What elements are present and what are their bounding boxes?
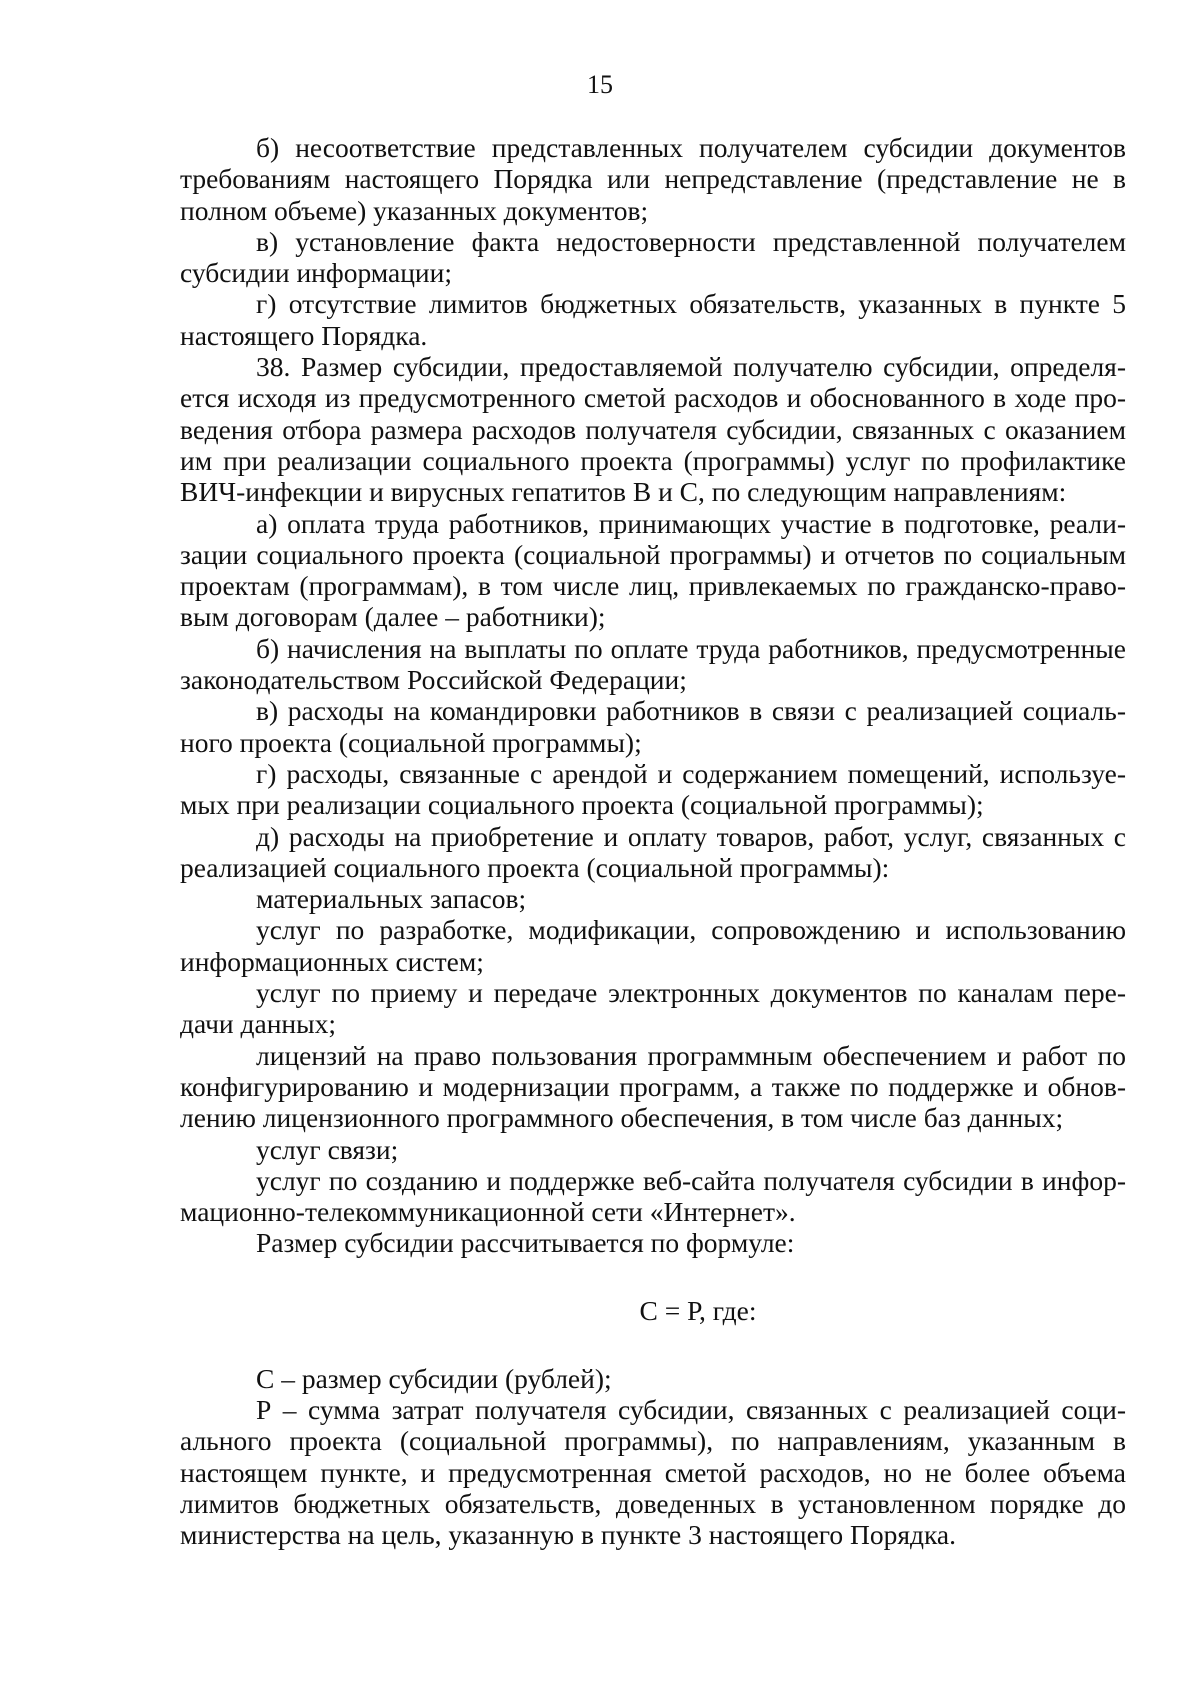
list-item-website: услуг по созданию и поддержке веб-сайта получателя субсидии в информационно-телекоммуникационной сети «Интернет». (180, 1164, 1126, 1228)
paragraph-item-v: в) установление факта недостоверности представленной получателем субсидии информации; (180, 225, 1126, 289)
paragraph-38-a: а) оплата труда работников, принимающих участие в подготовке, реализации социального проекта (социальной программы) и отчетов по социальным проектам (программам), в том числе лиц, привлекаемых по гражданско-правовым договорам (далее – работники); (180, 507, 1126, 633)
page-number: 15 (587, 70, 613, 99)
paragraph-38-d: д) расходы на приобретение и оплату товаров, работ, услуг, связанных с реализацией социального проекта (социальной программы): (180, 820, 1126, 883)
formula: С = Р, где: (639, 1294, 757, 1326)
list-item-communication: услуг связи; (256, 1133, 399, 1165)
document-body (180, 132, 1126, 1550)
paragraph-38-b: б) начисления на выплаты по оплате труда работников, предусмотренные законодательством Российской Федерации; (180, 632, 1126, 696)
list-item-material-stocks: материальных запасов; (256, 883, 527, 915)
paragraph-item-b: б) несоответствие представленных получателем субсидии документов требованиям настоящего Порядка или непредставление (представление не в полном объеме) указанных документов; (180, 132, 1126, 226)
paragraph-clause-38: 38. Размер субсидии, предоставляемой получателю субсидии, определяется исходя из предусмотренного сметой расходов и обоснованного в ходе проведения отбора размера расходов получателя субсидии, связанных с оказанием им при реализации социального проекта (программы) услуг по профилактике ВИЧ-инфекции и вирусных гепатитов В и С, по следующим направлениям: (180, 351, 1126, 508)
paragraph-38-v: в) расходы на командировки работников в связи с реализацией социального проекта (социальной программы); (180, 695, 1126, 758)
paragraph-formula-c: С – размер субсидии (рублей); (256, 1362, 612, 1394)
list-item-licenses: лицензий на право пользования программным обеспечением и работ по конфигурированию и модернизации программ, а также по поддержке и обновлению лицензионного программного обеспечения, в том числе баз данных; (180, 1039, 1126, 1134)
list-item-info-systems: услуг по разработке, модификации, сопровождению и использованию информационных систем; (180, 914, 1126, 977)
list-item-edocuments: услуг по приему и передаче электронных документов по каналам передачи данных; (180, 977, 1126, 1040)
paragraph-38-g: г) расходы, связанные с арендой и содержанием помещений, используемых при реализации социального проекта (социальной программы); (180, 757, 1126, 821)
paragraph-formula-intro: Размер субсидии рассчитывается по формуле: (256, 1227, 795, 1259)
paragraph-item-g: г) отсутствие лимитов бюджетных обязательств, указанных в пункте 5 настоящего Порядка. (180, 288, 1126, 351)
paragraph-formula-p: Р – сумма затрат получателя субсидии, связанных с реализацией социального проекта (социальной программы), по направлениям, указанным в настоящем пункте, и предусмотренная сметой расходов, но не более объема лимитов бюджетных обязательств, доведенных в установленном порядке до министерства на цель, указанную в пункте 3 настоящего Порядка. (180, 1393, 1126, 1551)
